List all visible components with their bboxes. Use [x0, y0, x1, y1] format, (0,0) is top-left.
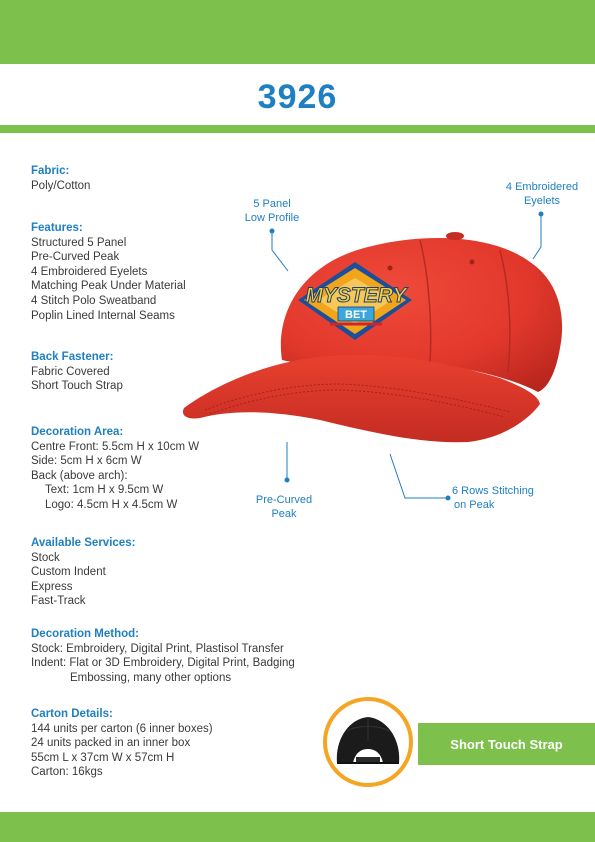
back-fastener-item: Short Touch Strap [31, 380, 123, 393]
feature-item: Matching Peak Under Material [31, 280, 186, 293]
service-item: Express [31, 580, 73, 593]
carton-item: 55cm L x 37cm W x 57cm H [31, 751, 175, 764]
decoration-area-title: Decoration Area: [31, 426, 124, 438]
decoration-area-item: Centre Front: 5.5cm H x 10cm W [31, 440, 200, 453]
available-services-title: Available Services: [31, 537, 136, 549]
feature-item: 4 Stitch Polo Sweatband [31, 294, 157, 307]
back-fastener-item: Fabric Covered [31, 365, 110, 378]
fabric-title: Fabric: [31, 165, 70, 177]
carton-item: 24 units packed in an inner box [31, 737, 191, 750]
feature-item: 4 Embroidered Eyelets [31, 265, 148, 278]
carton-item: Carton: 16kgs [31, 766, 103, 779]
decoration-method-item: Embossing, many other options [70, 671, 232, 684]
decoration-method-item: Indent: Flat or 3D Embroidery, Digital Print, Badging [31, 657, 295, 670]
decoration-method-item: Stock: Embroidery, Digital Print, Plastisol Transfer [31, 642, 284, 655]
bottom-green-band [0, 812, 595, 842]
service-item: Stock [31, 551, 60, 564]
svg-text:MYSTERY: MYSTERY [305, 284, 407, 307]
callout-5-panel: 5 Panel Low Profile [244, 198, 300, 224]
feature-item: Poplin Lined Internal Seams [31, 309, 175, 322]
callout-pre-curved-peak: Pre-Curved Peak [255, 494, 313, 520]
features-title: Features: [31, 222, 83, 234]
decoration-area-item: Back (above arch): [31, 469, 128, 482]
service-item: Custom Indent [31, 566, 106, 579]
short-touch-strap-label: Short Touch Strap [418, 723, 595, 765]
callout-stitching: 6 Rows Stitching on Peak [452, 485, 534, 511]
product-code: 3926 [257, 78, 338, 116]
service-item: Fast-Track [31, 595, 86, 608]
back-fastener-title: Back Fastener: [31, 351, 114, 363]
decoration-area-item: Side: 5cm H x 6cm W [31, 455, 142, 468]
feature-item: Structured 5 Panel [31, 236, 127, 249]
cap-back-image [327, 701, 409, 783]
fabric-value: Poly/Cotton [31, 179, 91, 192]
decoration-method-title: Decoration Method: [31, 628, 139, 640]
feature-item: Pre-Curved Peak [31, 251, 120, 264]
strap-thumbnail [323, 697, 413, 787]
carton-item: 144 units per carton (6 inner boxes) [31, 722, 213, 735]
carton-details-title: Carton Details: [31, 708, 113, 720]
decoration-area-item: Logo: 4.5cm H x 4.5cm W [45, 498, 178, 511]
svg-text:BET: BET [345, 309, 367, 321]
callout-eyelets: 4 Embroidered Eyelets [505, 181, 579, 207]
decoration-area-item: Text: 1cm H x 9.5cm W [45, 484, 164, 497]
